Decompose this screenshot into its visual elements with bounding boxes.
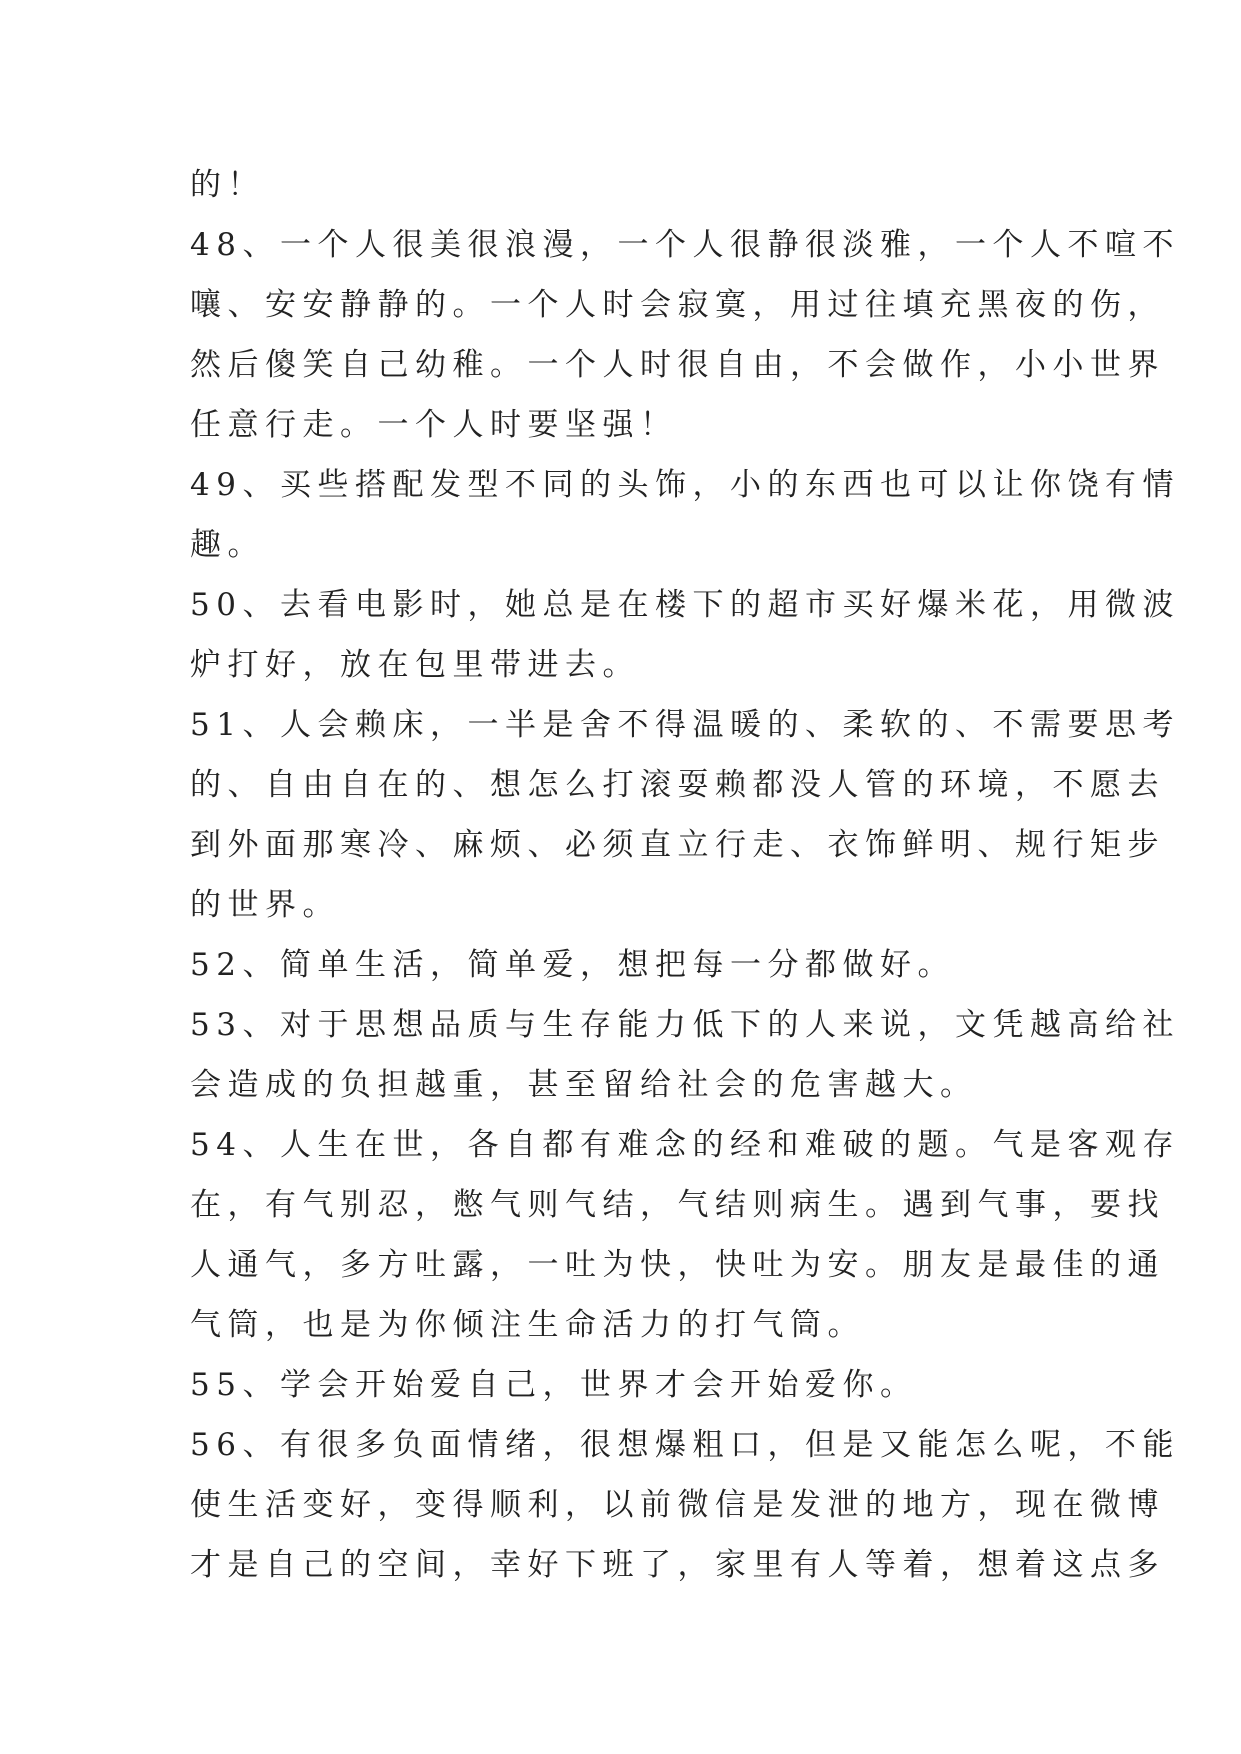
text-line: 53、对于思想品质与生存能力低下的人来说，文凭越高给社 xyxy=(190,1007,1180,1043)
text-line: 人通气，多方吐露，一吐为快，快吐为安。朋友是最佳的通 xyxy=(190,1247,1165,1283)
text-line: 51、人会赖床，一半是舍不得温暖的、柔软的、不需要思考 xyxy=(190,707,1180,743)
text-line: 任意行走。一个人时要坚强！ xyxy=(190,407,678,443)
text-line: 的！ xyxy=(190,167,265,203)
body-text xyxy=(190,155,1180,1595)
text-line: 嚷、安安静静的。一个人时会寂寞，用过往填充黑夜的伤， xyxy=(190,287,1165,323)
text-line: 才是自己的空间，幸好下班了，家里有人等着，想着这点多 xyxy=(190,1547,1165,1583)
text-line: 54、人生在世，各自都有难念的经和难破的题。气是客观存 xyxy=(190,1127,1180,1163)
text-line: 在，有气别忍，憋气则气结，气结则病生。遇到气事，要找 xyxy=(190,1187,1165,1223)
text-line: 会造成的负担越重，甚至留给社会的危害越大。 xyxy=(190,1067,978,1103)
text-line: 炉打好，放在包里带进去。 xyxy=(190,647,640,683)
text-line: 50、去看电影时，她总是在楼下的超市买好爆米花，用微波 xyxy=(190,587,1180,623)
text-line: 的、自由自在的、想怎么打滚耍赖都没人管的环境，不愿去 xyxy=(190,767,1165,803)
text-line: 使生活变好，变得顺利，以前微信是发泄的地方，现在微博 xyxy=(190,1487,1165,1523)
text-line: 52、简单生活，简单爱，想把每一分都做好。 xyxy=(190,947,955,983)
text-line: 到外面那寒冷、麻烦、必须直立行走、衣饰鲜明、规行矩步 xyxy=(190,827,1165,863)
text-line: 49、买些搭配发型不同的头饰，小的东西也可以让你饶有情 xyxy=(190,467,1180,503)
text-line: 48、一个人很美很浪漫，一个人很静很淡雅，一个人不喧不 xyxy=(190,227,1180,263)
text-line: 气筒，也是为你倾注生命活力的打气筒。 xyxy=(190,1307,865,1343)
text-line: 的世界。 xyxy=(190,887,340,923)
text-line: 56、有很多负面情绪，很想爆粗口，但是又能怎么呢，不能 xyxy=(190,1427,1180,1463)
text-line: 然后傻笑自己幼稚。一个人时很自由，不会做作，小小世界 xyxy=(190,347,1165,383)
text-line: 趣。 xyxy=(190,527,265,563)
text-line: 55、学会开始爱自己，世界才会开始爱你。 xyxy=(190,1367,918,1403)
